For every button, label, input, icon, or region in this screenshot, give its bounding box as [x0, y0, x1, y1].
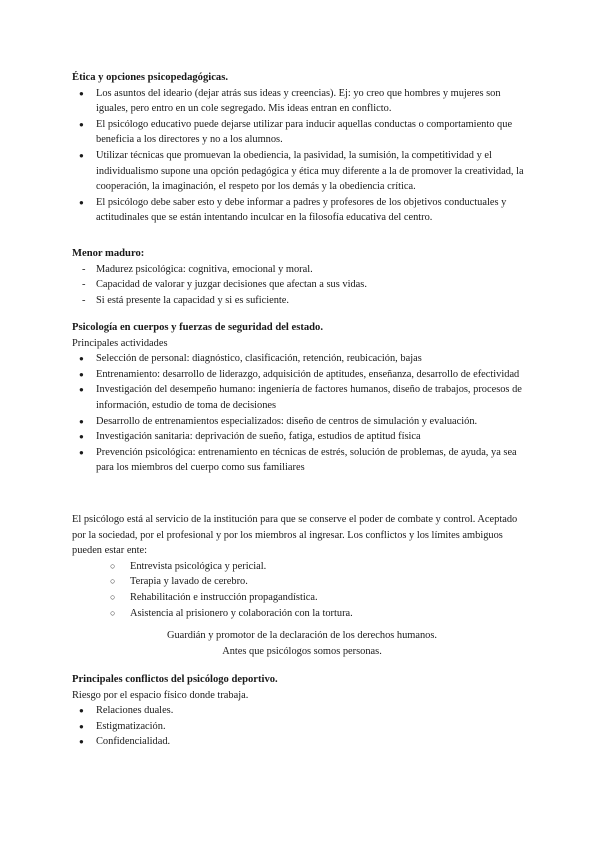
- list-item: ● Confidencialidad.: [72, 734, 532, 750]
- list-item: ○ Terapia y lavado de cerebro.: [110, 574, 532, 590]
- section-etica: [72, 70, 532, 226]
- list-item: - Si está presente la capacidad y si es suficiente.: [72, 293, 532, 309]
- list-item: ● Prevención psicológica: entrenamiento en técnicas de estrés, solución de problemas, de ayuda, ya sea para los miembros del cuerpo como sus familiares: [72, 445, 532, 476]
- quote-block: [72, 628, 532, 659]
- list-item: ● Los asuntos del ideario (dejar atrás sus ideas y creencias). Ej: yo creo que hombres y mujeres son iguales, pero entro en un cole segregado. Mis ideas entran en conflicto.: [72, 86, 532, 117]
- section-conflictos: [72, 672, 532, 750]
- dash-list: [72, 262, 532, 309]
- section-title: Psicología en cuerpos y fuerzas de seguridad del estado.: [72, 322, 324, 333]
- bullet-list: [72, 703, 532, 750]
- section-menor: [72, 246, 532, 308]
- bullet-list: [72, 86, 532, 226]
- section-intro: Principales actividades: [72, 337, 168, 349]
- circle-list: [110, 559, 532, 621]
- list-item: ● Estigmatización.: [72, 719, 532, 735]
- list-item: ● Investigación del desempeño humano: ingeniería de factores humanos, diseño de trabajos, procesos de información, estudio de toma de decisiones: [72, 382, 532, 413]
- bullet-list: [72, 351, 532, 476]
- section-psicologia: [72, 320, 532, 476]
- list-item: ○ Entrevista psicológica y pericial.: [110, 559, 532, 575]
- list-item: - Capacidad de valorar y juzgar decisiones que afectan a sus vidas.: [72, 277, 532, 293]
- list-item: ● El psicólogo debe saber esto y debe informar a padres y profesores de los objetivos conductuales y actitudinales que se están intentando inculcar en la filosofía educativa del centro.: [72, 195, 532, 226]
- section-intro: Riesgo por el espacio físico donde trabaja.: [72, 689, 249, 701]
- section-title: Principales conflictos del psicólogo deportivo.: [72, 674, 278, 685]
- list-item: ● Utilizar técnicas que promuevan la obediencia, la pasividad, la sumisión, la competitividad y el individualismo supone una opción pedagógica y ética muy diferente a la de promover la creatividad, la cooperación, la imaginación, el respeto por los demás y la obediencia crítica.: [72, 148, 532, 195]
- section-servicio: [72, 512, 532, 621]
- quote-line: Antes que psicólogos somos personas.: [222, 645, 382, 657]
- list-item: ● Relaciones duales.: [72, 703, 532, 719]
- list-item: ● Desarrollo de entrenamientos especializados: diseño de centros de simulación y evaluación.: [72, 414, 532, 430]
- list-item: ● El psicólogo educativo puede dejarse utilizar para inducir aquellas conductas o comportamiento que beneficia a los directores y no a los alumnos.: [72, 117, 532, 148]
- section-title: Ética y opciones psicopedagógicas.: [72, 72, 228, 83]
- section-title: Menor maduro:: [72, 248, 145, 259]
- list-item: ● Investigación sanitaria: deprivación de sueño, fatiga, estudios de aptitud física: [72, 429, 532, 445]
- list-item: ● Selección de personal: diagnóstico, clasificación, retención, reubicación, bajas: [72, 351, 532, 367]
- list-item: ● Entrenamiento: desarrollo de liderazgo, adquisición de aptitudes, enseñanza, desarrollo de efectividad: [72, 367, 532, 383]
- paragraph: El psicólogo está al servicio de la institución para que se conserve el poder de combate y control. Aceptado por la sociedad, por el profesional y por los miembros al ingresar. Los conflictos y los límites ambiguos pueden estar ente:: [72, 514, 518, 557]
- quote-line: Guardián y promotor de la declaración de los derechos humanos.: [166, 630, 438, 641]
- list-item: ○ Rehabilitación e instrucción propagandística.: [110, 590, 532, 606]
- list-item: - Madurez psicológica: cognitiva, emocional y moral.: [72, 262, 532, 278]
- list-item: ○ Asistencia al prisionero y colaboración con la tortura.: [110, 606, 532, 622]
